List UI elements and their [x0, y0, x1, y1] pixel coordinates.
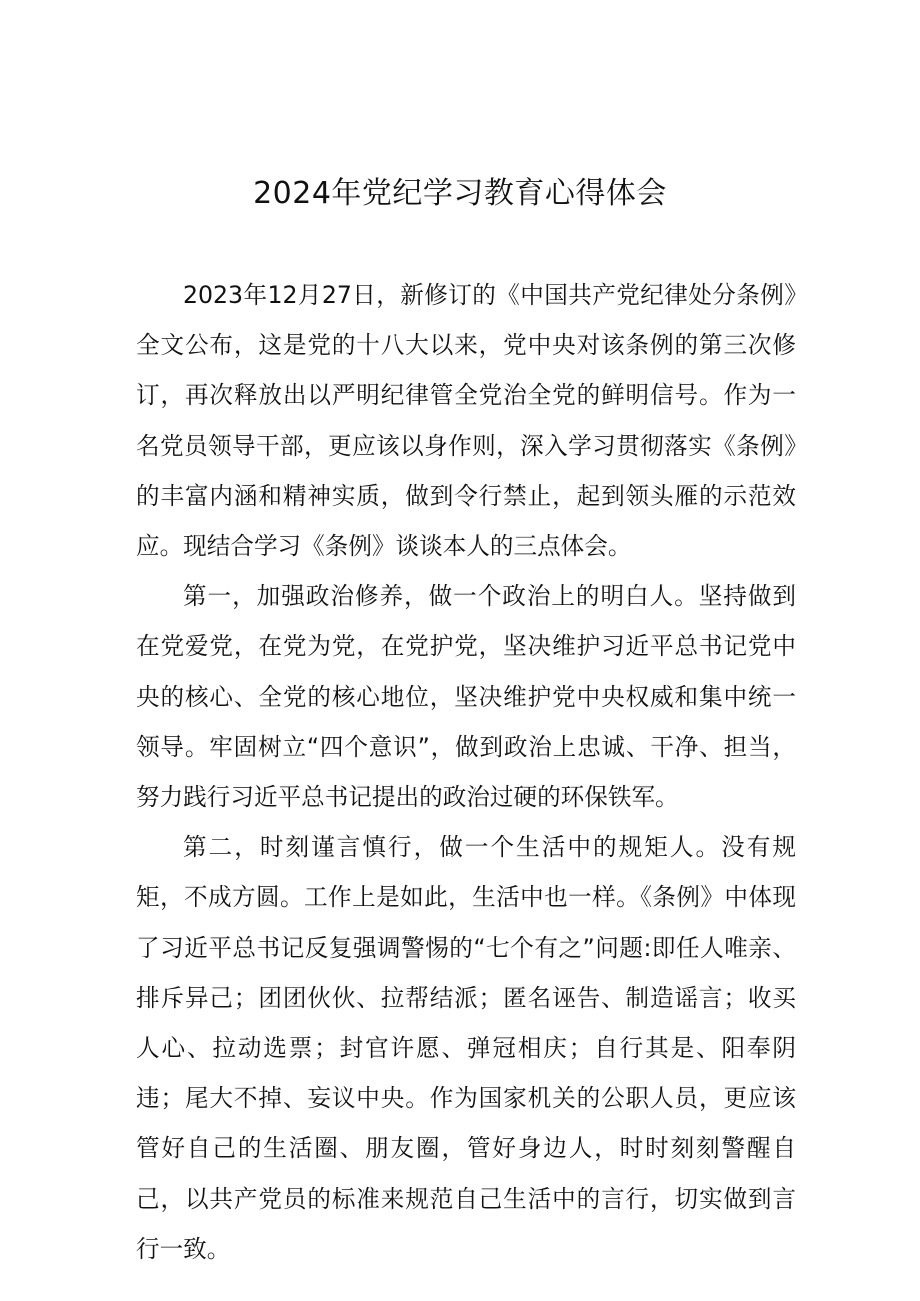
paragraph-second-point: 第二，时刻谨言慎行，做一个生活中的规矩人。没有规矩，不成方圆。工作上是如此，生活中也一样。《条例》中体现了习近平总书记反复强调警惕的“七个有之”问题:即任人唯亲、排斥异己；团团伙伙、拉帮结派；匿名诬告、制造谣言；收买人心、拉动选票；封官许愿、弹冠相庆；自行其是、阳奉阴违；尾大不掉、妄议中央。作为国家机关的公职人员，更应该管好自己的生活圈、朋友圈，管好身边人，时时刻刻警醒自己，以共产党员的标准来规范自己生活中的言行，切实做到言行一致。 — [136, 833, 796, 1263]
document-title: 2024年党纪学习教育心得体会 — [253, 176, 667, 211]
document-body — [136, 270, 796, 1274]
paragraph-first-point: 第一，加强政治修养，做一个政治上的明白人。坚持做到在党爱党，在党为党，在党护党，坚决维护习近平总书记党中央的核心、全党的核心地位，坚决维护党中央权威和集中统一领导。牢固树立“四个意识”，做到政治上忠诚、干净、担当，努力践行习近平总书记提出的政治过硬的环保铁军。 — [136, 582, 796, 812]
paragraph-intro: 2023年12月27日，新修订的《中国共产党纪律处分条例》全文公布，这是党的十八大以来，党中央对该条例的第三次修订，再次释放出以严明纪律管全党治全党的鲜明信号。作为一名党员领导干部，更应该以身作则，深入学习贯彻落实《条例》的丰富内涵和精神实质，做到令行禁止，起到领头雁的示范效应。现结合学习《条例》谈谈本人的三点体会。 — [136, 281, 796, 561]
